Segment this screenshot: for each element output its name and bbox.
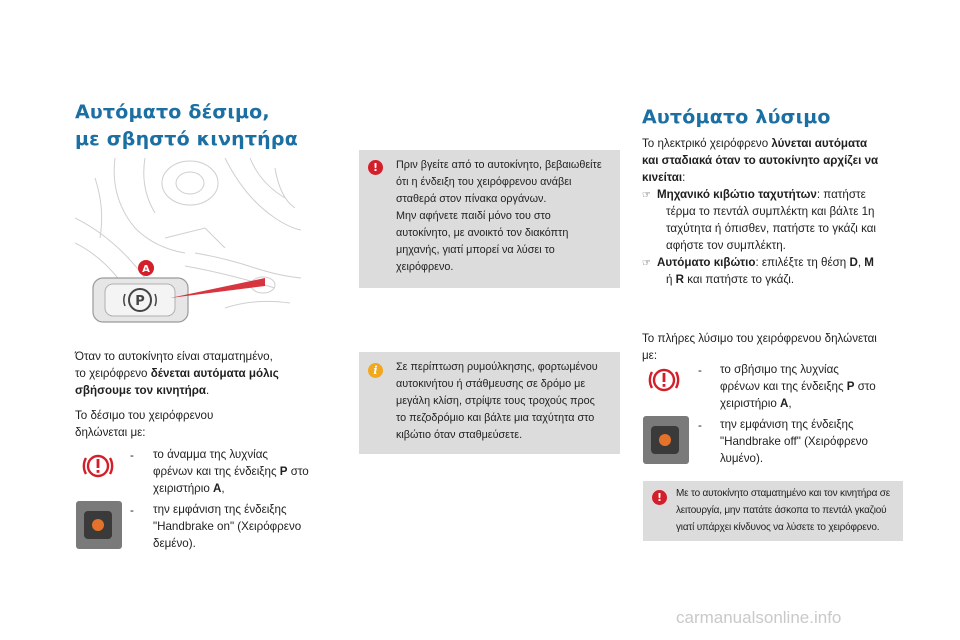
left-item2-line3: δεμένο).: [153, 537, 196, 550]
right-release-line1: Το πλήρες λύσιμο του χειρόφρενου δηλώνεται: [642, 332, 877, 345]
right-item2-line3: λυμένο).: [720, 452, 764, 465]
right-item1-line1: το σβήσιμο της λυχνίας: [720, 363, 839, 376]
auto-gearbox-line1: ☞ Αυτόματο κιβώτιο: επιλέξτε τη θέση D, M: [642, 256, 874, 269]
console-illustration: [75, 158, 301, 330]
left-signal-line1: Το δέσιμο του χειρόφρενου: [75, 409, 214, 422]
middle-warning-line3: σταθερά στον πίνακα οργάνων.: [396, 193, 547, 205]
right-intro-line3: κινείται:: [642, 171, 686, 184]
middle-info-box: [359, 352, 620, 454]
middle-info-line4: το πεζοδρόμιο και βάλτε μια ταχύτητα στο: [396, 412, 595, 424]
warning-icon: !: [652, 490, 667, 505]
middle-info-line1: Σε περίπτωση ρυμούλκησης, φορτωμένου: [396, 361, 598, 373]
middle-warning-box: [359, 150, 620, 288]
brake-warning-lamp-icon: [646, 362, 682, 398]
right-warning-box: [643, 481, 903, 541]
right-warning-line2: λειτουργία, μην πατάτε άσκοπα το πεντάλ γκαζιού: [676, 505, 887, 516]
manual-gearbox-line1: ☞ Μηχανικό κιβώτιο ταχυτήτων: πατήστε: [642, 188, 866, 201]
left-intro-line3: σβήσουμε τον κινητήρα.: [75, 384, 210, 397]
right-intro-line1: Το ηλεκτρικό χειρόφρενο λύνεται αυτόματα: [642, 137, 868, 150]
svg-text:P: P: [135, 294, 145, 309]
right-intro-line2: και σταδιακά όταν το αυτοκίνητο αρχίζει να: [642, 154, 879, 167]
left-item1-line1: το άναμμα της λυχνίας: [153, 448, 269, 461]
left-signal-line2: δηλώνεται με:: [75, 426, 146, 439]
marker-a-label: A: [142, 264, 150, 275]
middle-warning-line6: μηχανής, γιατί μπορεί να λύσει το: [396, 244, 555, 256]
manual-gearbox-line2: τέρμα το πεντάλ συμπλέκτη και βάλτε 1η: [666, 205, 875, 218]
bullet-arrow-icon: ☞: [642, 258, 651, 269]
middle-warning-line4: Μην αφήνετε παιδί μόνο του στο: [396, 210, 551, 222]
right-item1-line3: χειριστήριο A,: [720, 397, 792, 410]
brake-warning-lamp-icon: [80, 448, 116, 484]
left-item2-line1: την εμφάνιση της ένδειξης: [153, 503, 287, 516]
left-item1-dash: -: [130, 449, 134, 462]
auto-gearbox-line2: ή R και πατήστε το γκάζι.: [666, 273, 795, 286]
watermark: carmanualsonline.info: [676, 608, 842, 627]
right-item2-line2: "Handbrake off" (Χειρόφρενο: [720, 435, 868, 448]
handbrake-off-display-icon: [643, 416, 689, 464]
right-item1-line2: φρένων και της ένδειξης P στο: [720, 380, 876, 393]
bullet-arrow-icon: ☞: [642, 190, 651, 201]
right-item2-line1: την εμφάνιση της ένδειξης: [720, 418, 854, 431]
left-item2-dash: -: [130, 504, 134, 517]
manual-gearbox-line3: ταχύτητα ή όπισθεν, πατήστε το γκάζι και: [666, 222, 877, 235]
left-item2-line2: "Handbrake on" (Χειρόφρενο: [153, 520, 302, 533]
middle-warning-line1: Πριν βγείτε από το αυτοκίνητο, βεβαιωθείτε: [396, 159, 602, 171]
warning-icon: !: [368, 160, 383, 175]
right-warning-line3: γιατί υπάρχει κίνδυνος να λύσετε το χειρόφρενο.: [676, 522, 880, 533]
info-icon: i: [368, 363, 383, 378]
middle-warning-line7: χειρόφρενο.: [396, 261, 454, 273]
middle-info-line3: μεγάλη κλίση, στρίψτε τους τροχούς προς: [396, 395, 595, 407]
left-item1-line2: φρένων και της ένδειξης P στο: [153, 465, 309, 478]
left-title-line1: Αυτόματο δέσιμο,: [75, 101, 270, 123]
left-item1-line3: χειριστήριο A,: [153, 482, 225, 495]
middle-info-line2: αυτοκινήτου ή στάθμευσης σε δρόμο με: [396, 378, 586, 390]
manual-gearbox-line4: αφήστε τον συμπλέκτη.: [666, 239, 786, 252]
right-title: Αυτόματο λύσιμο: [642, 106, 831, 128]
left-intro-line1: Όταν το αυτοκίνητο είναι σταματημένο,: [75, 350, 273, 363]
left-title-line2: με σβηστό κινητήρα: [75, 128, 298, 150]
middle-warning-line2: ότι η ένδειξη του χειρόφρενου ανάβει: [396, 176, 572, 188]
middle-warning-line5: αυτοκίνητο, με ανοικτό τον διακόπτη: [396, 227, 569, 239]
right-warning-line1: Με το αυτοκίνητο σταματημένο και τον κινητήρα σε: [676, 488, 891, 499]
left-intro-line2: το χειρόφρενο δένεται αυτόματα μόλις: [75, 367, 279, 380]
right-item1-dash: -: [698, 364, 702, 377]
middle-info-line5: κιβώτιο όταν σταθμεύσετε.: [396, 429, 523, 441]
right-release-line2: με:: [642, 349, 658, 362]
right-item2-dash: -: [698, 419, 702, 432]
handbrake-on-display-icon: [76, 501, 122, 549]
